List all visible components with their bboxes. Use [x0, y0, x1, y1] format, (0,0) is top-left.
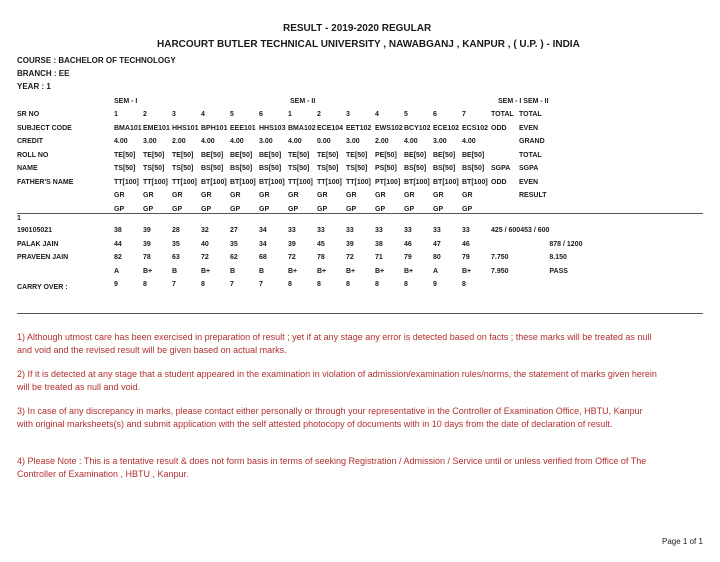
student-info-cell: PALAK JAIN: [17, 240, 59, 248]
mark-cell: 33: [404, 227, 412, 235]
subject-cell: 3.00: [259, 138, 273, 146]
subject-cell: BE[50]: [230, 151, 253, 159]
mark-cell: 39: [346, 240, 354, 248]
student-row: [17, 251, 589, 265]
subject-cell: TT[100]: [143, 178, 168, 186]
subject-cell: BE[50]: [404, 151, 427, 159]
subject-cell: 3.00: [143, 138, 157, 146]
subject-cell: PS[50]: [375, 165, 397, 173]
subject-cell: ECE104: [317, 124, 344, 132]
subject-cell: GP: [433, 205, 444, 213]
subject-cell: TS[50]: [317, 165, 339, 173]
subject-cell: 6: [433, 111, 437, 119]
subject-cell: EEE101: [230, 124, 256, 132]
subject-cell: BE[50]: [462, 151, 485, 159]
subject-cell: GR: [143, 192, 154, 200]
subject-cell: GR: [230, 192, 241, 200]
student-row: [17, 224, 589, 238]
summary-cell: [491, 278, 549, 292]
mark-cell: 63: [172, 254, 180, 262]
subject-cell: GR: [346, 192, 357, 200]
subject-cell: TS[50]: [114, 165, 136, 173]
summary-cell: 7.950: [491, 267, 509, 275]
mark-cell: 28: [172, 227, 180, 235]
mark-cell: 46: [404, 240, 412, 248]
subject-cell: TT[100]: [172, 178, 197, 186]
header-row-credit: [17, 135, 559, 149]
mark-cell: 40: [201, 240, 209, 248]
subject-cell: BS[50]: [259, 165, 282, 173]
subject-cell: BMA102: [288, 124, 316, 132]
subject-cell: BS[50]: [230, 165, 253, 173]
note-1: 1) Although utmost care has been exercised in preparation of result ; yet if at any stage any error is detected based on facts ; these marks will be treated as null and void and the revised result will be given based on actual marks.: [17, 332, 652, 355]
sem1-header: SEM - I: [114, 98, 138, 105]
mark-cell: 27: [230, 227, 238, 235]
subject-cell: 1: [288, 111, 292, 119]
subject-cell: 3.00: [433, 138, 447, 146]
subject-cell: TS[50]: [172, 165, 194, 173]
subject-cell: BE[50]: [433, 151, 456, 159]
subject-cell: 0.00: [317, 138, 331, 146]
row-label: [17, 189, 114, 203]
subject-cell: EWS102: [375, 124, 403, 132]
student-row: [17, 278, 589, 292]
student-index: 1: [17, 215, 21, 222]
mark-cell: 47: [433, 240, 441, 248]
subject-cell: GP: [375, 205, 386, 213]
mark-cell: 79: [404, 254, 412, 262]
mark-cell: 78: [317, 254, 325, 262]
summary-cell: [549, 278, 589, 292]
subject-cell: TE[50]: [288, 151, 310, 159]
mark-cell: 38: [375, 240, 383, 248]
mark-cell: 32: [201, 227, 209, 235]
mark-cell: 79: [462, 254, 470, 262]
summary-cell: PASS: [549, 267, 568, 275]
subject-cell: GR: [201, 192, 212, 200]
page-number: Page 1 of 1: [662, 537, 703, 546]
subject-cell: GP: [288, 205, 299, 213]
mark-cell: B+: [288, 267, 298, 275]
summary-cell: 878 / 1200: [549, 240, 583, 248]
subject-cell: BE[50]: [259, 151, 282, 159]
mark-cell: 46: [462, 240, 470, 248]
summary-cell: 7.750: [491, 254, 509, 262]
mark-cell: 72: [201, 254, 209, 262]
sem2-header: SEM - II: [290, 98, 316, 105]
mark-cell: B: [230, 267, 236, 275]
mark-cell: 35: [172, 240, 180, 248]
summary-cell: TOTAL: [519, 151, 542, 159]
course-label: COURSE : BACHELOR OF TECHNOLOGY: [17, 56, 176, 65]
mark-cell: 39: [288, 240, 296, 248]
summary-cell: [491, 238, 549, 252]
subject-cell: TT[100]: [346, 178, 371, 186]
mark-cell: 45: [317, 240, 325, 248]
mark-cell: 9: [433, 281, 437, 289]
subject-cell: 3: [346, 111, 350, 119]
note-3: 3) In case of any discrepancy in marks, please contact either personally or through your representative in the Controller of Examination Office, HBTU, Kanpur with original marksheets(s) and submit application with the self attested photocopy of documents with in 10 days from the date of declaration of result.: [17, 406, 643, 429]
subject-cell: GR: [259, 192, 270, 200]
mark-cell: 8: [346, 281, 350, 289]
summary-cell: TOTAL: [491, 111, 514, 119]
subject-cell: GP: [201, 205, 212, 213]
subject-cell: BS[50]: [201, 165, 224, 173]
subject-cell: BT[100]: [462, 178, 488, 186]
summary-cell: 425 / 600453 / 600: [491, 227, 550, 235]
header-row-subject-code: [17, 122, 559, 136]
subject-cell: BS[50]: [462, 165, 485, 173]
row-label: SR NO: [17, 111, 40, 119]
header-row-fathers-name: [17, 176, 559, 190]
subject-cell: TE[50]: [317, 151, 339, 159]
mark-cell: B+: [462, 267, 472, 275]
mark-cell: 72: [288, 254, 296, 262]
summary-cell: [491, 135, 519, 149]
result-title: RESULT - 2019-2020 REGULAR: [283, 23, 432, 34]
summary-cell: [491, 189, 519, 203]
student-info-cell: PRAVEEN JAIN: [17, 254, 69, 262]
mark-cell: 34: [259, 240, 267, 248]
mark-cell: B+: [404, 267, 414, 275]
mark-cell: 8: [201, 281, 205, 289]
subject-cell: 4.00: [462, 138, 476, 146]
mark-cell: 8: [143, 281, 147, 289]
mark-cell: 9: [114, 281, 118, 289]
summary-cell: GRAND: [519, 138, 545, 146]
mark-cell: 82: [114, 254, 122, 262]
subject-cell: GR: [404, 192, 415, 200]
subject-cell: BS[50]: [404, 165, 427, 173]
subject-cell: BT[100]: [404, 178, 430, 186]
subject-cell: GR: [433, 192, 444, 200]
subject-cell: GP: [143, 205, 154, 213]
mark-cell: 34: [259, 227, 267, 235]
subject-cell: GR: [317, 192, 328, 200]
subject-cell: TE[50]: [114, 151, 136, 159]
subject-cell: 3.00: [346, 138, 360, 146]
row-label: ROLL NO: [17, 151, 49, 159]
student-info-cell: 190105021: [17, 227, 53, 235]
mark-cell: 8: [462, 281, 466, 289]
sem-totals-header: SEM - I SEM - II: [498, 98, 549, 105]
subject-cell: TE[50]: [143, 151, 165, 159]
mark-cell: 33: [317, 227, 325, 235]
subject-cell: 2.00: [172, 138, 186, 146]
subject-cell: EME101: [143, 124, 170, 132]
subject-cell: GP: [462, 205, 473, 213]
mark-cell: 7: [259, 281, 263, 289]
summary-cell: EVEN: [519, 178, 539, 186]
university-name: HARCOURT BUTLER TECHNICAL UNIVERSITY , NAWABGANJ , KANPUR , ( U.P. ) - INDIA: [157, 39, 580, 50]
subject-cell: GR: [172, 192, 183, 200]
mark-cell: 7: [230, 281, 234, 289]
carry-over-label: CARRY OVER :: [17, 284, 68, 291]
row-label: NAME: [17, 165, 38, 173]
student-info-cell: [17, 265, 114, 279]
summary-cell: EVEN: [519, 124, 539, 132]
subject-cell: GP: [230, 205, 241, 213]
subject-cell: BS[50]: [433, 165, 456, 173]
mark-cell: 78: [143, 254, 151, 262]
subject-cell: 2: [317, 111, 321, 119]
subject-cell: 1: [114, 111, 118, 119]
summary-cell: 8.150: [549, 254, 567, 262]
subject-cell: TS[50]: [346, 165, 368, 173]
mark-cell: A: [433, 267, 439, 275]
subject-cell: GP: [317, 205, 328, 213]
summary-cell: SGPA: [491, 165, 511, 173]
mark-cell: 68: [259, 254, 267, 262]
subject-cell: 4.00: [404, 138, 418, 146]
subject-cell: TT[100]: [317, 178, 342, 186]
mark-cell: B: [172, 267, 178, 275]
header-row-name: [17, 162, 559, 176]
subject-cell: GP: [404, 205, 415, 213]
mark-cell: A: [114, 267, 120, 275]
subject-cell: 4.00: [230, 138, 244, 146]
mark-cell: B+: [317, 267, 327, 275]
note-4: 4) Please Note : This is a tentative result & does not form basis in terms of seeking Registration / Admission / Service until or unless verified from Office of The Controller of Examination , HBTU , Kanpur.: [17, 456, 647, 479]
divider-bottom: [17, 313, 703, 314]
mark-cell: 8: [317, 281, 321, 289]
summary-cell: SGPA: [519, 165, 539, 173]
row-label: FATHER'S NAME: [17, 178, 74, 186]
mark-cell: 35: [230, 240, 238, 248]
subject-cell: 7: [462, 111, 466, 119]
student-row: [17, 265, 589, 279]
subject-cell: GR: [375, 192, 386, 200]
student-marks-table: [17, 224, 589, 292]
mark-cell: 33: [346, 227, 354, 235]
note-2: 2) If it is detected at any stage that a student appeared in the examination in violation of admission/examination rules/norms, the statement of marks given herein will be treated as null and void.: [17, 369, 657, 392]
mark-cell: 39: [143, 227, 151, 235]
subject-cell: TS[50]: [143, 165, 165, 173]
subject-cell: GR: [288, 192, 299, 200]
mark-cell: 62: [230, 254, 238, 262]
subject-cell: 3: [172, 111, 176, 119]
result-table: [17, 108, 559, 216]
subject-cell: GP: [259, 205, 270, 213]
mark-cell: B+: [143, 267, 153, 275]
year-label: YEAR : 1: [17, 82, 51, 91]
row-label: SUBJECT CODE: [17, 124, 72, 132]
subject-cell: BPH101: [201, 124, 228, 132]
subject-cell: HHS103: [259, 124, 286, 132]
mark-cell: B+: [201, 267, 211, 275]
mark-cell: 33: [375, 227, 383, 235]
branch-label: BRANCH : EE: [17, 69, 70, 78]
subject-cell: GP: [114, 205, 125, 213]
summary-cell: RESULT: [519, 192, 547, 200]
row-label: CREDIT: [17, 138, 44, 146]
mark-cell: 8: [404, 281, 408, 289]
subject-cell: TE[50]: [346, 151, 368, 159]
mark-cell: 72: [346, 254, 354, 262]
subject-cell: PE[50]: [375, 151, 397, 159]
subject-cell: GP: [346, 205, 357, 213]
summary-cell: [491, 149, 519, 163]
subject-cell: GP: [172, 205, 183, 213]
subject-cell: HHS101: [172, 124, 199, 132]
subject-cell: BMA101: [114, 124, 142, 132]
subject-cell: 5: [404, 111, 408, 119]
subject-cell: 2: [143, 111, 147, 119]
header-row-gr: [17, 189, 559, 203]
mark-cell: 39: [143, 240, 151, 248]
subject-cell: 2.00: [375, 138, 389, 146]
mark-cell: B+: [346, 267, 356, 275]
subject-cell: TT[100]: [288, 178, 313, 186]
mark-cell: 44: [114, 240, 122, 248]
subject-cell: BT[100]: [259, 178, 285, 186]
subject-cell: BT[100]: [230, 178, 256, 186]
mark-cell: 7: [172, 281, 176, 289]
subject-cell: TE[50]: [172, 151, 194, 159]
mark-cell: 71: [375, 254, 383, 262]
subject-cell: ECS102: [462, 124, 489, 132]
summary-cell: ODD: [491, 178, 507, 186]
subject-cell: EET102: [346, 124, 372, 132]
subject-cell: GR: [114, 192, 125, 200]
divider-top: [17, 213, 703, 214]
subject-cell: BT[100]: [201, 178, 227, 186]
mark-cell: 80: [433, 254, 441, 262]
mark-cell: 8: [375, 281, 379, 289]
subject-cell: 4.00: [201, 138, 215, 146]
subject-cell: TT[100]: [114, 178, 139, 186]
student-row: [17, 238, 589, 252]
subject-cell: BT[100]: [433, 178, 459, 186]
subject-cell: 5: [230, 111, 234, 119]
subject-cell: 4.00: [114, 138, 128, 146]
mark-cell: 8: [288, 281, 292, 289]
subject-cell: ECE102: [433, 124, 460, 132]
mark-cell: 33: [462, 227, 470, 235]
subject-cell: 4: [375, 111, 379, 119]
mark-cell: B: [259, 267, 265, 275]
header-row-roll-no: [17, 149, 559, 163]
subject-cell: TS[50]: [288, 165, 310, 173]
subject-cell: 4.00: [288, 138, 302, 146]
summary-cell: TOTAL: [519, 111, 542, 119]
header-row-sr-no: [17, 108, 559, 122]
mark-cell: 33: [433, 227, 441, 235]
mark-cell: 38: [114, 227, 122, 235]
subject-cell: BE[50]: [201, 151, 224, 159]
summary-cell: ODD: [491, 124, 507, 132]
subject-cell: 4: [201, 111, 205, 119]
mark-cell: 33: [288, 227, 296, 235]
subject-cell: PT[100]: [375, 178, 401, 186]
subject-cell: GR: [462, 192, 473, 200]
mark-cell: B+: [375, 267, 385, 275]
subject-cell: 6: [259, 111, 263, 119]
subject-cell: BCY102: [404, 124, 431, 132]
summary-cell: [549, 224, 589, 238]
